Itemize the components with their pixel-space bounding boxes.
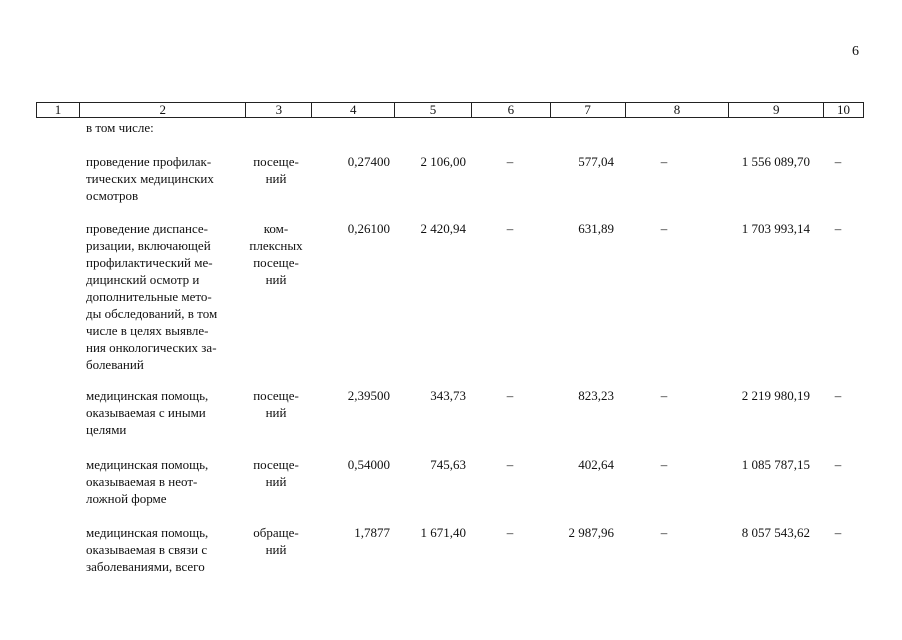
row-unit: ком- плексных посеще- ний <box>249 221 303 287</box>
page-number: 6 <box>852 44 859 59</box>
row-col-8: – <box>660 221 668 236</box>
row-col-5: 343,73 <box>430 388 466 403</box>
row-col-9: 2 219 980,19 <box>741 388 810 403</box>
row-col-10: – <box>834 457 842 472</box>
row-name: проведение профилак- тических медицинских осмотров <box>86 154 214 203</box>
row-col-5: 745,63 <box>430 457 466 472</box>
row-col-7: 577,04 <box>578 154 614 169</box>
row-col-8: – <box>660 154 668 169</box>
header-col-9: 9 <box>729 103 824 117</box>
row-col-4: 2,39500 <box>347 388 390 403</box>
row-col-9: 8 057 543,62 <box>741 525 810 540</box>
header-col-1: 1 <box>37 103 80 117</box>
row-name: медицинская помощь, оказываемая в неот- ложной форме <box>86 457 209 506</box>
row-unit: посеще- ний <box>253 388 299 420</box>
row-col-9: 1 085 787,15 <box>741 457 810 472</box>
row-unit: обраще- ний <box>253 525 299 557</box>
row-col-7: 2 987,96 <box>568 525 614 540</box>
header-col-4: 4 <box>312 103 395 117</box>
header-col-5: 5 <box>395 103 472 117</box>
row-unit: посеще- ний <box>253 457 299 489</box>
row-col-8: – <box>660 388 668 403</box>
row-col-6: – <box>506 388 514 403</box>
column-number-header <box>36 102 864 118</box>
row-col-10: – <box>834 154 842 169</box>
row-col-4: 1,7877 <box>354 525 390 540</box>
row-name: проведение диспансе- ризации, включающей профилактический ме- дицинский осмотр и дополнительные мето- ды обследований, в том числе в целях выявле- ния онкологических за- болеваний <box>86 221 218 372</box>
row-col-9: 1 556 089,70 <box>741 154 810 169</box>
row-col-5: 2 106,00 <box>420 154 466 169</box>
row-col-5: 2 420,94 <box>420 221 466 236</box>
row-col-7: 402,64 <box>578 457 614 472</box>
row-col-6: – <box>506 525 514 540</box>
row-name: медицинская помощь, оказываемая в связи с заболеваниями, всего <box>86 525 209 574</box>
row-col-10: – <box>834 525 842 540</box>
header-col-3: 3 <box>246 103 312 117</box>
row-name: медицинская помощь, оказываемая с иными целями <box>86 388 209 437</box>
row-col-6: – <box>506 457 514 472</box>
row-col-6: – <box>506 154 514 169</box>
row-col-5: 1 671,40 <box>420 525 466 540</box>
row-col-7: 631,89 <box>578 221 614 236</box>
header-col-8: 8 <box>626 103 730 117</box>
row-col-9: 1 703 993,14 <box>741 221 810 236</box>
row-col-4: 0,54000 <box>347 457 390 472</box>
header-col-6: 6 <box>472 103 551 117</box>
header-col-7: 7 <box>551 103 626 117</box>
row-col-8: – <box>660 457 668 472</box>
row-col-4: 0,26100 <box>347 221 390 236</box>
header-col-2: 2 <box>80 103 247 117</box>
row-col-10: – <box>834 388 842 403</box>
row-col-4: 0,27400 <box>347 154 390 169</box>
row-unit: посеще- ний <box>253 154 299 186</box>
row-col-7: 823,23 <box>578 388 614 403</box>
row-col-10: – <box>834 221 842 236</box>
header-col-10: 10 <box>837 102 851 117</box>
subheading-including: в том числе: <box>86 120 154 135</box>
row-col-8: – <box>660 525 668 540</box>
row-col-6: – <box>506 221 514 236</box>
